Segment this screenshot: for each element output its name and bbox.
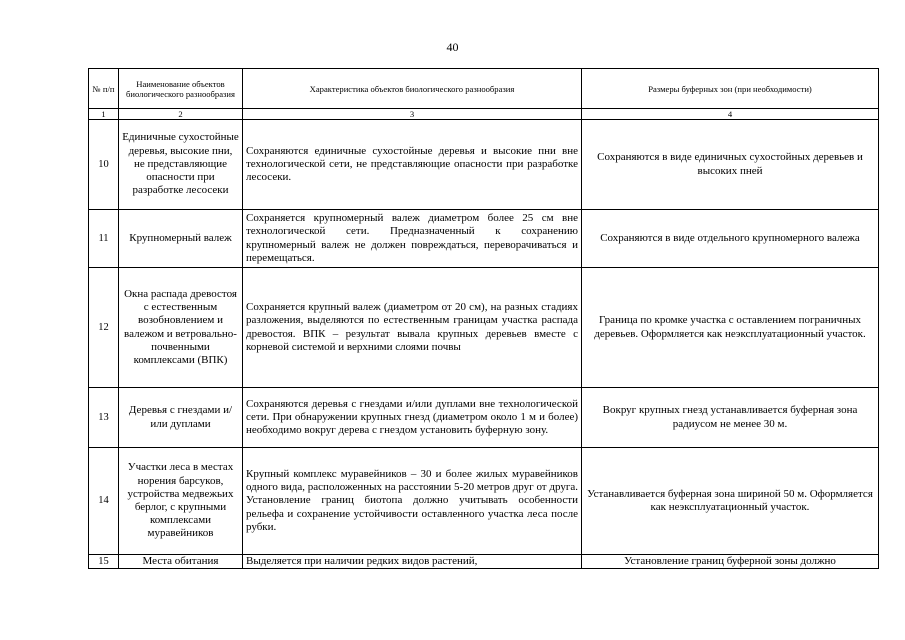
object-name: Деревья с гнездами и/или дуплами xyxy=(119,388,243,448)
header-size: Размеры буферных зон (при необходимости) xyxy=(582,69,879,109)
object-description: Сохраняются единичные сухостойные деревья и высокие пни вне технологической сети, не представляющие опасности при разработке лесосеки. xyxy=(243,120,582,210)
page-number: 40 xyxy=(446,40,459,54)
row-number: 13 xyxy=(89,388,119,448)
object-description: Крупный комплекс муравейников – 30 и более жилых муравейников одного вида, расположенных на расстоянии 5-20 метров друг от друга. Установление границ биотопа должно учитывать особенности рельефа и сохранение устойчивости оставленного участка леса после рубки. xyxy=(243,448,582,555)
biodiversity-table xyxy=(88,68,879,569)
table-row xyxy=(89,210,879,268)
row-number: 14 xyxy=(89,448,119,555)
header-num: № п/п xyxy=(89,69,119,109)
object-description: Выделяется при наличии редких видов растений, xyxy=(243,555,582,569)
object-name: Окна распада древостоя с естественным возобновлением и валежом и ветровально-почвенными комплексами (ВПК) xyxy=(119,268,243,388)
col-index-1: 1 xyxy=(89,109,119,120)
object-name: Крупномерный валеж xyxy=(119,210,243,268)
object-description: Сохраняется крупномерный валеж диаметром более 25 см вне технологической сети. Предназначенный к сохранению крупномерный валеж не должен повреждаться, переворачиваться и перемещаться. xyxy=(243,210,582,268)
row-number: 15 xyxy=(89,555,119,569)
header-name: Наименование объектов биологического разнообразия xyxy=(119,69,243,109)
buffer-zone-size: Установление границ буферной зоны должно xyxy=(582,555,879,569)
header-desc: Характеристика объектов биологического разнообразия xyxy=(243,69,582,109)
table-row xyxy=(89,555,879,569)
object-description: Сохраняется крупный валеж (диаметром от 20 см), на разных стадиях разложения, выделяются по естественным границам участка распада древостоя. ВПК – результат вывала крупных деревьев вместе с корневой системой и верхними слоями почвы xyxy=(243,268,582,388)
object-description: Сохраняются деревья с гнездами и/или дуплами вне технологической сети. При обнаружении крупных гнезд (диаметром около 1 м и более) необходимо вокруг дерева с гнездом установить буферную зону. xyxy=(243,388,582,448)
buffer-zone-size: Вокруг крупных гнезд устанавливается буферная зона радиусом не менее 30 м. xyxy=(582,388,879,448)
row-number: 12 xyxy=(89,268,119,388)
column-index-row xyxy=(89,109,879,120)
buffer-zone-size: Граница по кромке участка с оставлением пограничных деревьев. Оформляется как неэксплуатационный участок. xyxy=(582,268,879,388)
col-index-4: 4 xyxy=(582,109,879,120)
table-row xyxy=(89,120,879,210)
table-row xyxy=(89,268,879,388)
col-index-2: 2 xyxy=(119,109,243,120)
table-row xyxy=(89,448,879,555)
table-row xyxy=(89,388,879,448)
row-number: 10 xyxy=(89,120,119,210)
col-index-3: 3 xyxy=(243,109,582,120)
buffer-zone-size: Сохраняются в виде единичных сухостойных деревьев и высоких пней xyxy=(582,120,879,210)
buffer-zone-size: Сохраняются в виде отдельного крупномерного валежа xyxy=(582,210,879,268)
row-number: 11 xyxy=(89,210,119,268)
header-row xyxy=(89,69,879,109)
object-name: Участки леса в местах норения барсуков, устройства медвежьих берлог, с крупными комплексами муравейников xyxy=(119,448,243,555)
object-name: Места обитания xyxy=(119,555,243,569)
buffer-zone-size: Устанавливается буферная зона шириной 50 м. Оформляется как неэксплуатационный участок. xyxy=(582,448,879,555)
object-name: Единичные сухостойные деревья, высокие пни, не представляющие опасности при разработке лесосеки xyxy=(119,120,243,210)
